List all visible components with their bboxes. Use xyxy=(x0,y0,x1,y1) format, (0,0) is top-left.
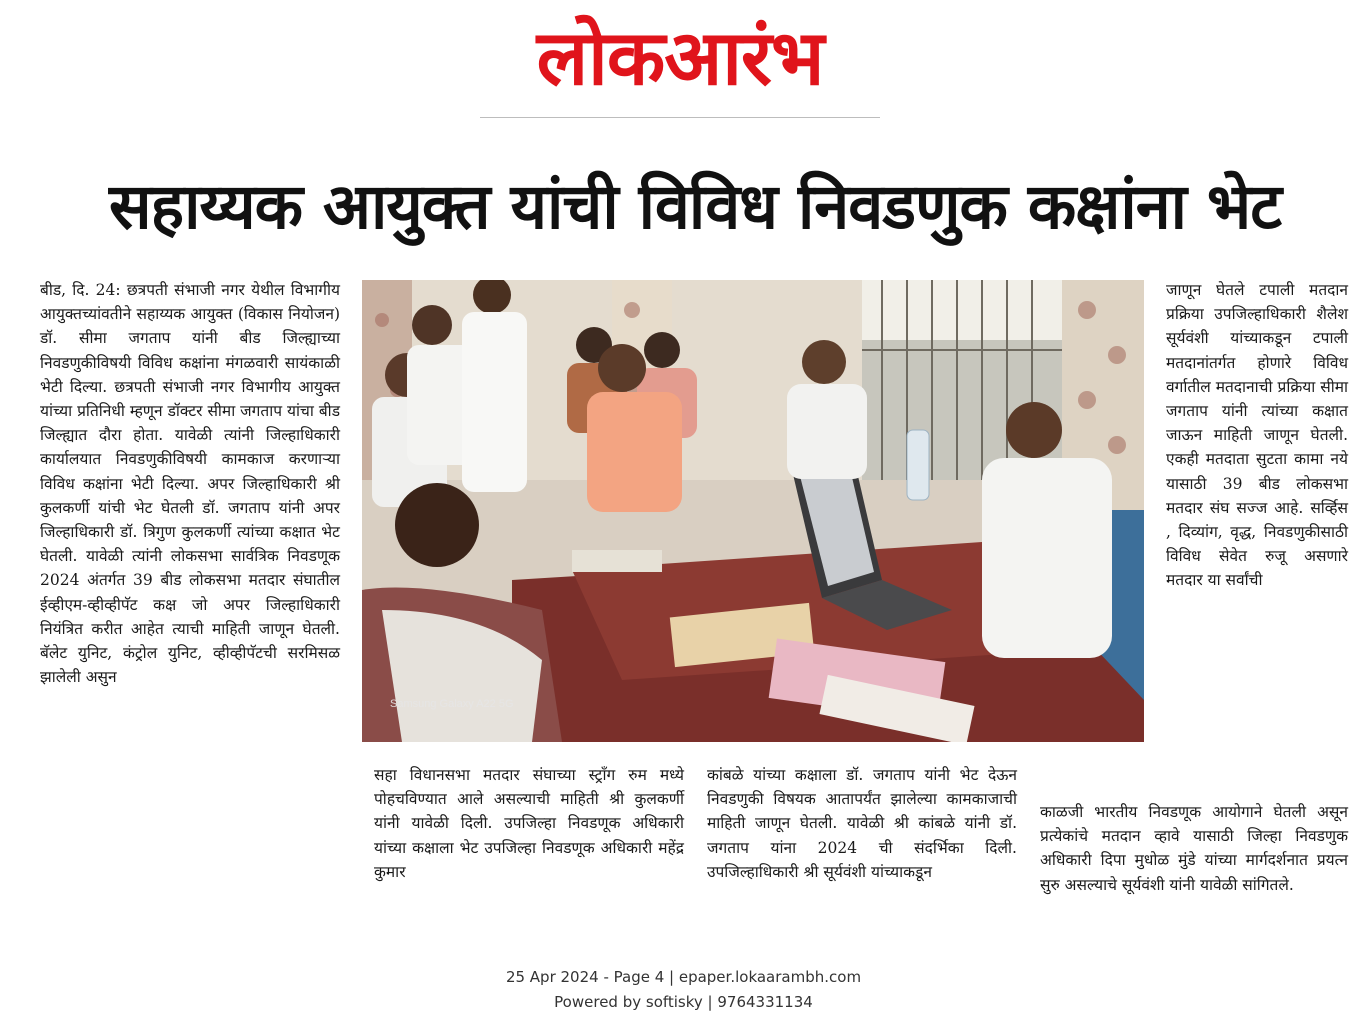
masthead-divider xyxy=(480,117,880,118)
article-headline: सहाय्यक आयुक्त यांची विविध निवडणुक कक्षांना भेट xyxy=(109,170,1281,243)
article-text-left: बीड, दि. 24: छत्रपती संभाजी नगर येथील विभागीय आयुक्तच्यांवतीने सहाय्यक आयुक्त (विकास नियोजन) डॉ. सीमा जगताप यांनी बीड जिल्ह्याच्या निवडणुकीविषयी विविध कक्षांना मंगळवारी सायंकाळी भेटी दिल्या. छत्रपती संभाजी नगर विभागीय आयुक्त यांच्या प्रतिनिधी म्हणून डॉक्टर सीमा जगताप यांचा बीड जिल्ह्यात दौरा होता. यावेळी त्यांनी जिल्हाधिकारी कार्यालयात निवडणुकीविषयी कामकाज करणाऱ्या विविध कक्षांना भेटी दिल्या. अपर जिल्हाधिकारी श्री कुलकर्णी यांची भेट घेतली डॉ. जगताप यांनी अपर जिल्हाधिकारी डॉ. त्रिगुण कुलकर्णी त्यांच्या कक्षात भेट घेतली. यावेळी त्यांनी लोकसभा सार्वत्रिक निवडणूक 2024 अंतर्गत 39 बीड लोकसभा मतदार संघातील ईव्हीएम-व्हीव्हीपॅट कक्ष जो अपर जिल्हाधिकारी नियंत्रित करीत आहेत त्याची माहिती जाणून घेतली. बॅलेट युनिट, कंट्रोल युनिट, व्हीव्हीपॅटची सरमिसळ झालेली असुन xyxy=(40,281,340,687)
masthead xyxy=(480,6,880,118)
newspaper-logo: लोकआरंभ xyxy=(536,13,824,102)
article-column-middle-2 xyxy=(707,763,1017,884)
article-column-middle-1 xyxy=(374,763,684,884)
footer-edition-info: 25 Apr 2024 - Page 4 | epaper.lokaarambh.com xyxy=(505,968,862,986)
article-text-middle-2: कांबळे यांच्या कक्षाला डॉ. जगताप यांनी भेट देऊन निवडणुकी विषयक आतापर्यंत झालेल्या कामकाजाची माहिती जाणून घेतली. यावेळी श्री कांबळे यांनी डॉ. जगताप यांना 2024 ची संदर्भिका दिली. उपजिल्हाधिकारी श्री सूर्यवंशी यांच्याकडून xyxy=(707,766,1017,881)
article-text-right-top: जाणून घेतले टपाली मतदान प्रक्रिया उपजिल्हाधिकारी शैलेश सूर्यवंशी यांच्याकडून टपाली मतदानांतर्गत होणारे विविध वर्गातील मतदानाची प्रक्रिया सीमा जगताप यांनी त्यांच्या कक्षात जाऊन माहिती जाणून घेतली. एकही मतदाता सुटता कामा नये यासाठी 39 बीड लोकसभा मतदार संघ सज्ज आहे. सर्व्हिस , दिव्यांग, वृद्ध, निवडणुकीसाठी विविध सेवेत रुजू असणारे मतदार या सर्वांची xyxy=(1166,281,1348,590)
meeting-room-photo-illustration xyxy=(362,280,1144,742)
article-column-left xyxy=(40,278,340,689)
article-column-right-top xyxy=(1166,278,1348,593)
article-photo xyxy=(362,280,1144,742)
article-column-right-bottom xyxy=(1040,800,1348,897)
article-text-right-bottom: काळजी भारतीय निवडणूक आयोगाने घेतली असून प्रत्येकांचे मतदान व्हावे यासाठी जिल्हा निवडणुक अधिकारी दिपा मुधोळ मुंडे यांच्या मार्गदर्शनात प्रयत्न सुरु असल्याचे सूर्यवंशी यांनी यावेळी सांगितले. xyxy=(1040,803,1348,894)
camera-watermark: Samsung Galaxy A22 5G xyxy=(390,698,514,710)
article-text-middle-1: सहा विधानसभा मतदार संघाच्या स्ट्रॉंग रुम मध्ये पोहचविण्यात आले असल्याची माहिती श्री कुलकर्णी यांनी यावेळी दिली. उपजिल्हा निवडणूक अधिकारी यांच्या कक्षाला भेट उपजिल्हा निवडणूक अधिकारी महेंद्र कुमार xyxy=(374,766,684,881)
footer-powered-by: Powered by softisky | 9764331134 xyxy=(554,993,813,1011)
